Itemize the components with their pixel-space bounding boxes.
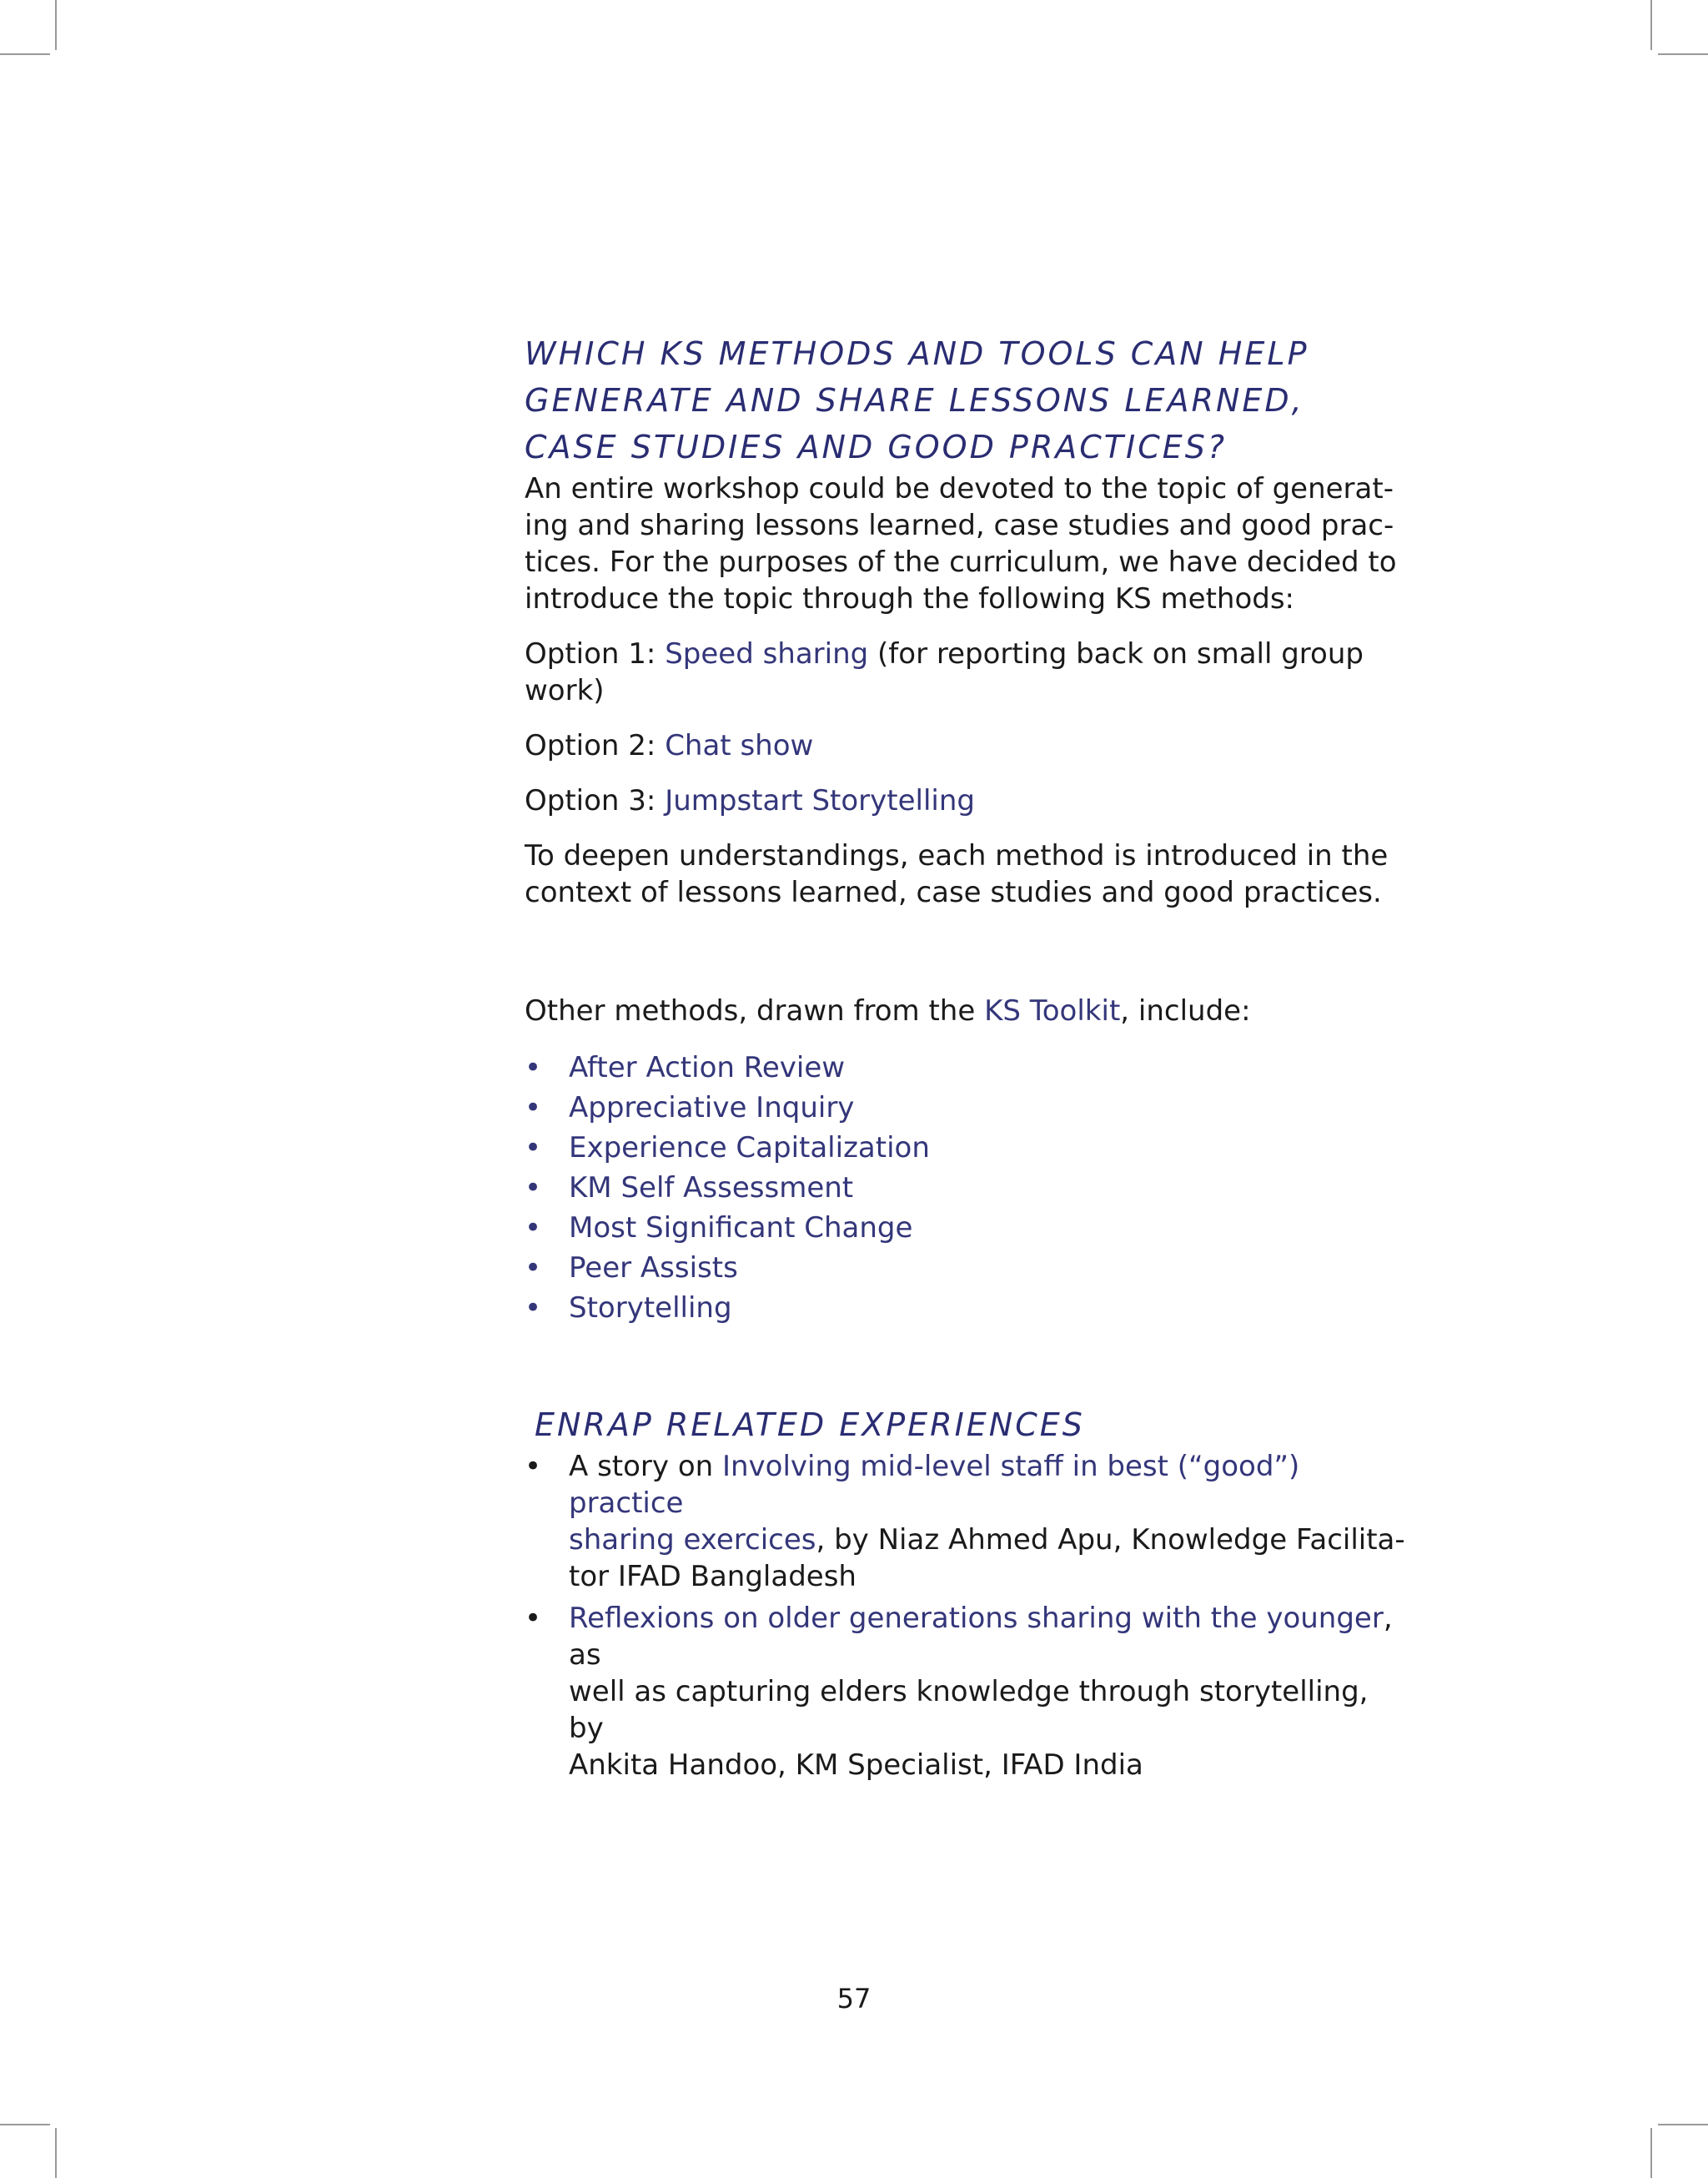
- crop-mark: [1650, 0, 1652, 50]
- list-item[interactable]: [525, 1088, 1409, 1128]
- bullet-icon: •: [525, 1602, 542, 1635]
- crop-mark: [0, 53, 50, 55]
- bullet-icon: •: [525, 1051, 542, 1084]
- list-item: • A story on Involving mid-level staff in best (“good”) practice sharing exercices, by Niaz Ahmed Apu, Knowledge Facilita- tor IFAD Bangladesh: [525, 1450, 1405, 1593]
- list-item[interactable]: [525, 1288, 1409, 1328]
- bullet-icon: •: [525, 1291, 542, 1325]
- option-3: Option 3: Jumpstart Storytelling: [525, 784, 975, 817]
- bullet-icon: •: [525, 1450, 542, 1483]
- deepen-paragraph: To deepen understandings, each method is introduced in the context of lessons learned, case studies and good practices.: [525, 839, 1389, 909]
- crop-mark: [1650, 2128, 1652, 2178]
- bullet-icon: •: [525, 1091, 542, 1124]
- list-item[interactable]: [525, 1248, 1409, 1288]
- methods-list: [525, 1048, 1409, 1328]
- section-heading-ks-methods: WHICH KS METHODS AND TOOLS CAN HELP GENERATE AND SHARE LESSONS LEARNED, CASE STUDIES AND GOOD PRACTICES?: [525, 335, 1309, 465]
- involving-mid-level-staff-link[interactable]: Involving mid-level staff in best (“good”) practice: [569, 1450, 1300, 1520]
- crop-mark: [1658, 2124, 1708, 2125]
- list-item[interactable]: [525, 1168, 1409, 1208]
- option-2: Option 2: Chat show: [525, 729, 814, 762]
- jumpstart-storytelling-link[interactable]: Jumpstart Storytelling: [665, 784, 975, 817]
- method-link[interactable]: Most Significant Change: [569, 1211, 913, 1245]
- other-methods-intro: Other methods, drawn from the KS Toolkit, include:: [525, 994, 1251, 1028]
- bullet-icon: •: [525, 1131, 542, 1164]
- method-link[interactable]: Peer Assists: [569, 1251, 738, 1285]
- speed-sharing-link[interactable]: Speed sharing: [665, 637, 869, 671]
- list-item[interactable]: [525, 1128, 1409, 1168]
- method-link[interactable]: Experience Capitalization: [569, 1131, 930, 1164]
- crop-mark: [55, 2128, 57, 2178]
- section-heading-enrap: ENRAP RELATED EXPERIENCES: [535, 1406, 1085, 1443]
- method-link[interactable]: Appreciative Inquiry: [569, 1091, 855, 1124]
- list-item[interactable]: [525, 1048, 1409, 1088]
- crop-mark: [0, 2124, 50, 2125]
- intro-paragraph: An entire workshop could be devoted to the topic of generat- ing and sharing lessons learned, case studies and good prac- tices. For the purposes of the curriculum, we have decided to introduce the topic through the following KS methods:: [525, 472, 1397, 616]
- crop-mark: [1658, 53, 1708, 55]
- ks-toolkit-link[interactable]: KS Toolkit: [984, 994, 1121, 1028]
- crop-mark: [55, 0, 57, 50]
- reflexions-older-generations-link[interactable]: Reflexions on older generations sharing with the younger: [569, 1602, 1384, 1635]
- bullet-icon: •: [525, 1251, 542, 1285]
- list-item[interactable]: [525, 1208, 1409, 1248]
- page-content: [525, 330, 1409, 1817]
- method-link[interactable]: After Action Review: [569, 1051, 846, 1084]
- experiences-list: [525, 1448, 1409, 1783]
- bullet-icon: •: [525, 1211, 542, 1245]
- option-1: Option 1: Speed sharing (for reporting back on small group work): [525, 637, 1364, 707]
- bullet-icon: •: [525, 1171, 542, 1205]
- method-link[interactable]: Storytelling: [569, 1291, 732, 1325]
- method-link[interactable]: KM Self Assessment: [569, 1171, 854, 1205]
- chat-show-link[interactable]: Chat show: [665, 729, 814, 762]
- list-item: • Reflexions on older generations sharing with the younger, as well as capturing elders knowledge through storytelling, by Ankita Handoo, KM Specialist, IFAD India: [525, 1602, 1393, 1782]
- page-number: 57: [836, 1983, 872, 2015]
- involving-mid-level-staff-link[interactable]: sharing exercices: [569, 1523, 816, 1557]
